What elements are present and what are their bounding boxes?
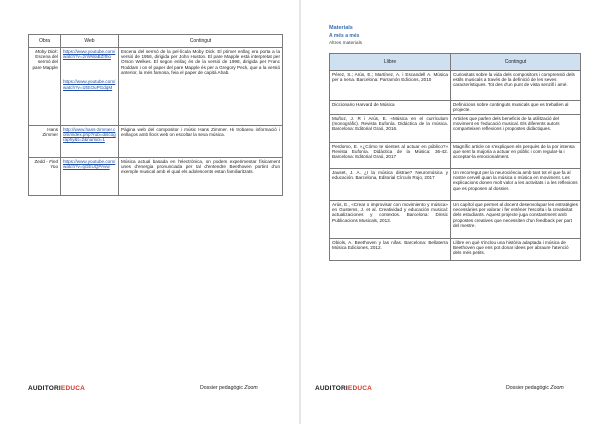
content-cell: Un capítol que permet al docent desenvolupar les estratègies necessàries per valorar i fer entèner l'escolta i la creativitat dels estudiants. Aquest projecte juga constantment amb propostes creatives que necessiten d'un feedback per part del mestre. — [451, 201, 581, 239]
book-cell: Jauset, J. A. ¿I la música distrae? Neuromúsica y educación. Barcelona, Editorial Círculo Rojo, 2017 — [330, 169, 451, 201]
content-cell: Escena del sermó de la pel·lícula Moby Dick. El primer enllaç era porta a la versió de 1956, dirigida per John Huston. El pare Mapple està interpretat per Orson Welkes. El segon enllaç és de la versió de 1998, dirigida per Franc Roddam i on el paper del pare Mapple és per a Gregory Peck, que a la versió anterior, la més famosa, feia el paper de capità Ahab. — [119, 48, 283, 126]
web-cell — [61, 126, 119, 158]
left-page — [0, 0, 299, 424]
content-cell: Un recorregut per la neurociència amb tant tot el que fa al nostre cervell quan la música o música en moviment. Les explicacions donen molt valor a les activitats i a les reflexions que es proposen al dossier. — [451, 169, 581, 201]
section-note: Altres materials — [329, 41, 363, 46]
links-table-header-row — [29, 35, 283, 48]
auditori-educa-logo: AUDITORIEDUCA — [315, 385, 373, 392]
obra-cell — [29, 126, 61, 158]
footer-caption: Dossier pedagògic Zoom — [200, 385, 258, 391]
book-cell: Perdomo, E. «¿Cómo te sientes al actuar en público?» Revista Eufonía. Didáctica de la Música: 36-42. Barcelona: Editorial Graó, 2017 — [330, 143, 451, 169]
header-obra: Obra — [29, 35, 61, 48]
table-row — [330, 115, 581, 143]
book-cell: Pérez, S.; Arús, E.; Martínez, A. i Escandell A. Música per a nena. Barcelona: Parramón Edicions, 2010 — [330, 71, 451, 101]
content-cell: Pàgina web del compositor i músic Hans Zimmer. Hi trobareu informació i enllaços amb llocs web on escoltar la seva música. — [119, 126, 283, 158]
links-table — [28, 34, 283, 196]
auditori-educa-logo: AUDITORIEDUCA — [28, 385, 86, 392]
youtube-link[interactable]: https://www.youtube.com/watch?v=2rWWaBZlfho — [63, 49, 116, 60]
web-cell — [61, 48, 119, 126]
materials-table — [329, 53, 581, 261]
book-cell: Obiols, A. Beethoven y las nifas. Barcelona: Bellaterra Música Ediciones, 2012. — [330, 239, 451, 261]
obra-cell — [29, 48, 61, 126]
table-row — [330, 143, 581, 169]
obra-rest: : Escena del sermó del pare Mapple — [32, 49, 58, 70]
materials-table-header-row — [330, 54, 581, 71]
table-row — [330, 101, 581, 115]
obra-rest: Hans Zimmer — [42, 127, 58, 138]
section-subtitle: A més a més — [329, 33, 360, 39]
content-cell: Llibre en què s'inclou una història adaptada i música de Beethoven que ens pot donar idees per abraure l'atenció dels més petits. — [451, 239, 581, 261]
content-cell: Magnífic article on s'expliquen els perquès de la por intensa que sent la majoria a actuar en públic i com regular-la i acceptar-la emocionalment. — [451, 143, 581, 169]
right-page — [301, 0, 600, 424]
table-row — [29, 126, 283, 158]
website-link[interactable]: http://www.hans-zimmer.com/index.php?rub=discography&t=2&numid=1 — [63, 127, 116, 143]
table-row — [330, 239, 581, 261]
book-cell: Muñoz, J. R i Arús, E. «Música en el currículum (monogràfic). Revista Eufonía. Didáctica de la música. Barcelona: Editorial Graó, 2016. — [330, 115, 451, 143]
content-cell: Articles que parlen dels beneficis de la utilització del moviment en l'educació musical. Els diferents autors comparteixen reflexions i propostes didàctiques. — [451, 115, 581, 143]
table-row — [330, 71, 581, 101]
header-contingut: Contingut — [451, 54, 581, 71]
section-title: Materials — [329, 25, 353, 31]
youtube-link[interactable]: https://www.youtube.com/watch?v=tjGEUQPAvw — [63, 159, 116, 170]
content-cell: Definicions sobre continguts musicals que es treballen al projecte. — [451, 101, 581, 115]
web-cell — [61, 158, 119, 196]
obra-cell — [29, 158, 61, 196]
table-row — [29, 48, 283, 126]
obra-rest: Zedd - — [34, 159, 50, 164]
table-row — [330, 169, 581, 201]
header-web: Web — [61, 35, 119, 48]
book-cell: Diccionario Harvard de Música — [330, 101, 451, 115]
header-contingut: Contingut — [119, 35, 283, 48]
header-llibre: Llibre — [330, 54, 451, 71]
content-cell: Curiositats sobre la vida dels compositors i comprensió dels estils musicals a través de la definició de les seves característiques. Tot des d'un punt de vista senzill i amè. — [451, 71, 581, 101]
footer-caption: Dossier pedagògic Zoom — [506, 385, 564, 391]
book-cell: Arús, E., «Crear o improvisar con movimiento y música» en Gustems, J. et al. Creatividad y educación musical: actualizaciones y contextos. Barcelona: Dinsic Publicacions Musicals, 2013. — [330, 201, 451, 239]
table-row — [29, 158, 283, 196]
table-row — [330, 201, 581, 239]
obra-title: Moby Dick — [35, 49, 57, 54]
obra-title: Find You — [49, 159, 58, 170]
content-cell: Música actual basada en l'electrònica, on podem experimentar físicament unes d'energia pronunciada per tal d'entendre Beethoven portint d'un exemple musical amb el qual els adolescents estan familiaritzats. — [119, 158, 283, 196]
youtube-link[interactable]: https://www.youtube.com/watch?v=IztEOuPGdqM — [63, 79, 116, 90]
